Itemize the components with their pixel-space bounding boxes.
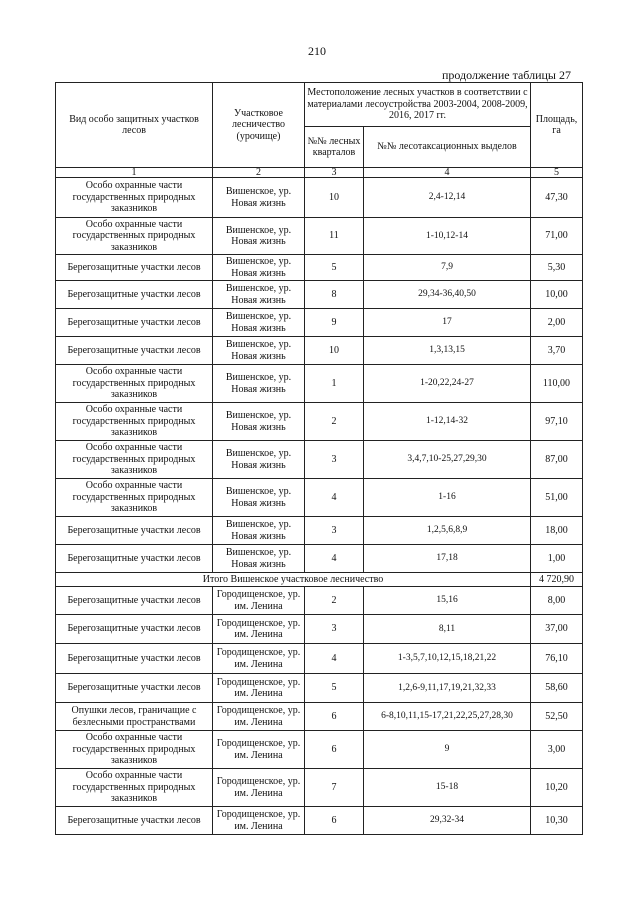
cell-area: 37,00 [531, 615, 583, 644]
cell-forestry: Вишенское, ур. Новая жизнь [213, 218, 305, 255]
cell-plots: 9 [364, 731, 531, 769]
cell-quarter: 3 [305, 441, 364, 479]
cell-plots: 29,32-34 [364, 807, 531, 835]
cell-area: 3,00 [531, 731, 583, 769]
cell-quarter: 10 [305, 337, 364, 365]
cell-type: Берегозащитные участки лесов [56, 255, 213, 281]
cell-plots: 1-10,12-14 [364, 218, 531, 255]
cell-plots: 3,4,7,10-25,27,29,30 [364, 441, 531, 479]
continuation-label: продолжение таблицы 27 [441, 68, 571, 82]
cell-type: Опушки лесов, граничащие с безлесными пространствами [56, 703, 213, 731]
cell-forestry: Вишенское, ур. Новая жизнь [213, 479, 305, 517]
cell-type: Берегозащитные участки лесов [56, 674, 213, 703]
column-number: 3 [305, 168, 364, 178]
cell-plots: 15,16 [364, 587, 531, 615]
column-number: 1 [56, 168, 213, 178]
cell-quarter: 6 [305, 731, 364, 769]
table-row [56, 545, 583, 573]
cell-type: Берегозащитные участки лесов [56, 587, 213, 615]
cell-type: Особо охранные части государственных природных заказников [56, 441, 213, 479]
table-row [56, 441, 583, 479]
cell-area: 10,20 [531, 769, 583, 807]
cell-type: Особо охранные части государственных природных заказников [56, 218, 213, 255]
header-area: Площадь, га [531, 83, 583, 168]
cell-forestry: Вишенское, ур. Новая жизнь [213, 365, 305, 403]
cell-type: Берегозащитные участки лесов [56, 281, 213, 309]
column-number: 5 [531, 168, 583, 178]
cell-quarter: 6 [305, 807, 364, 835]
cell-forestry: Вишенское, ур. Новая жизнь [213, 403, 305, 441]
table-header [56, 83, 583, 178]
page-number: 210 [308, 44, 326, 58]
cell-plots: 29,34-36,40,50 [364, 281, 531, 309]
cell-plots: 6-8,10,11,15-17,21,22,25,27,28,30 [364, 703, 531, 731]
table-row [56, 587, 583, 615]
cell-type: Особо охранные части государственных природных заказников [56, 403, 213, 441]
table-row [56, 615, 583, 644]
table-row [56, 281, 583, 309]
cell-forestry: Вишенское, ур. Новая жизнь [213, 178, 305, 218]
cell-plots: 1,2,6-9,11,17,19,21,32,33 [364, 674, 531, 703]
cell-quarter: 11 [305, 218, 364, 255]
cell-plots: 8,11 [364, 615, 531, 644]
cell-type: Особо охранные части государственных природных заказников [56, 769, 213, 807]
header-forestry: Участковое лесничество (урочище) [213, 83, 305, 168]
cell-type: Особо охранные части государственных природных заказников [56, 178, 213, 218]
cell-plots: 7,9 [364, 255, 531, 281]
cell-area: 110,00 [531, 365, 583, 403]
cell-forestry: Вишенское, ур. Новая жизнь [213, 281, 305, 309]
cell-type: Особо охранные части государственных природных заказников [56, 731, 213, 769]
cell-area: 3,70 [531, 337, 583, 365]
cell-forestry: Городищенское, ур. им. Ленина [213, 807, 305, 835]
column-number: 2 [213, 168, 305, 178]
table-row [56, 255, 583, 281]
cell-type: Берегозащитные участки лесов [56, 545, 213, 573]
table-row [56, 337, 583, 365]
total-area: 4 720,90 [531, 573, 583, 587]
table-body-gorodishchenskoe [56, 587, 583, 835]
cell-area: 5,30 [531, 255, 583, 281]
cell-forestry: Городищенское, ур. им. Ленина [213, 769, 305, 807]
cell-area: 2,00 [531, 309, 583, 337]
cell-area: 58,60 [531, 674, 583, 703]
total-label: Итого Вишенское участковое лесничество [56, 573, 531, 587]
header-plots: №№ лесотаксационных выделов [364, 127, 531, 168]
cell-quarter: 3 [305, 517, 364, 545]
cell-type: Особо охранные части государственных природных заказников [56, 479, 213, 517]
cell-forestry: Городищенское, ур. им. Ленина [213, 674, 305, 703]
table-row [56, 731, 583, 769]
cell-plots: 1-16 [364, 479, 531, 517]
cell-plots: 1-3,5,7,10,12,15,18,21,22 [364, 644, 531, 674]
table-row [56, 769, 583, 807]
cell-type: Берегозащитные участки лесов [56, 337, 213, 365]
cell-forestry: Вишенское, ур. Новая жизнь [213, 517, 305, 545]
cell-area: 52,50 [531, 703, 583, 731]
cell-quarter: 6 [305, 703, 364, 731]
cell-quarter: 4 [305, 479, 364, 517]
table-row [56, 309, 583, 337]
cell-forestry: Вишенское, ур. Новая жизнь [213, 441, 305, 479]
cell-forestry: Вишенское, ур. Новая жизнь [213, 337, 305, 365]
table-row [56, 479, 583, 517]
cell-plots: 1,2,5,6,8,9 [364, 517, 531, 545]
cell-forestry: Городищенское, ур. им. Ленина [213, 587, 305, 615]
cell-area: 8,00 [531, 587, 583, 615]
cell-plots: 1-12,14-32 [364, 403, 531, 441]
cell-forestry: Городищенское, ур. им. Ленина [213, 703, 305, 731]
cell-type: Берегозащитные участки лесов [56, 309, 213, 337]
cell-forestry: Городищенское, ур. им. Ленина [213, 731, 305, 769]
cell-quarter: 5 [305, 674, 364, 703]
header-type: Вид особо защитных участков лесов [56, 83, 213, 168]
cell-quarter: 10 [305, 178, 364, 218]
column-number: 4 [364, 168, 531, 178]
table-row [56, 178, 583, 218]
cell-plots: 1-20,22,24-27 [364, 365, 531, 403]
cell-quarter: 4 [305, 545, 364, 573]
cell-quarter: 9 [305, 309, 364, 337]
table-row [56, 703, 583, 731]
cell-forestry: Вишенское, ур. Новая жизнь [213, 255, 305, 281]
column-numbers-row [56, 168, 583, 178]
cell-area: 10,00 [531, 281, 583, 309]
cell-area: 71,00 [531, 218, 583, 255]
cell-area: 97,10 [531, 403, 583, 441]
table-row [56, 517, 583, 545]
table-row [56, 218, 583, 255]
table-row [56, 674, 583, 703]
table-row [56, 807, 583, 835]
cell-area: 87,00 [531, 441, 583, 479]
cell-forestry: Городищенское, ур. им. Ленина [213, 644, 305, 674]
table-row [56, 403, 583, 441]
cell-area: 51,00 [531, 479, 583, 517]
cell-quarter: 5 [305, 255, 364, 281]
cell-forestry: Городищенское, ур. им. Ленина [213, 615, 305, 644]
cell-quarter: 1 [305, 365, 364, 403]
cell-type: Берегозащитные участки лесов [56, 807, 213, 835]
header-location: Местоположение лесных участков в соответствии с материалами лесоустройства 2003-2004, 2008-2009, 2016, 2017 гг. [305, 83, 531, 127]
cell-plots: 15-18 [364, 769, 531, 807]
cell-plots: 17 [364, 309, 531, 337]
cell-forestry: Вишенское, ур. Новая жизнь [213, 309, 305, 337]
cell-quarter: 7 [305, 769, 364, 807]
cell-plots: 17,18 [364, 545, 531, 573]
cell-forestry: Вишенское, ур. Новая жизнь [213, 545, 305, 573]
cell-quarter: 2 [305, 587, 364, 615]
cell-area: 76,10 [531, 644, 583, 674]
cell-quarter: 3 [305, 615, 364, 644]
cell-area: 47,30 [531, 178, 583, 218]
forest-areas-table [55, 82, 583, 835]
total-row [56, 573, 583, 587]
cell-type: Берегозащитные участки лесов [56, 517, 213, 545]
cell-plots: 1,3,13,15 [364, 337, 531, 365]
cell-area: 1,00 [531, 545, 583, 573]
cell-type: Особо охранные части государственных природных заказников [56, 365, 213, 403]
cell-area: 10,30 [531, 807, 583, 835]
cell-area: 18,00 [531, 517, 583, 545]
cell-quarter: 2 [305, 403, 364, 441]
cell-quarter: 4 [305, 644, 364, 674]
header-quarters: №№ лесных кварталов [305, 127, 364, 168]
cell-type: Берегозащитные участки лесов [56, 615, 213, 644]
cell-type: Берегозащитные участки лесов [56, 644, 213, 674]
table-row [56, 644, 583, 674]
cell-plots: 2,4-12,14 [364, 178, 531, 218]
table-row [56, 365, 583, 403]
table-body-vishenskoe [56, 178, 583, 587]
cell-quarter: 8 [305, 281, 364, 309]
